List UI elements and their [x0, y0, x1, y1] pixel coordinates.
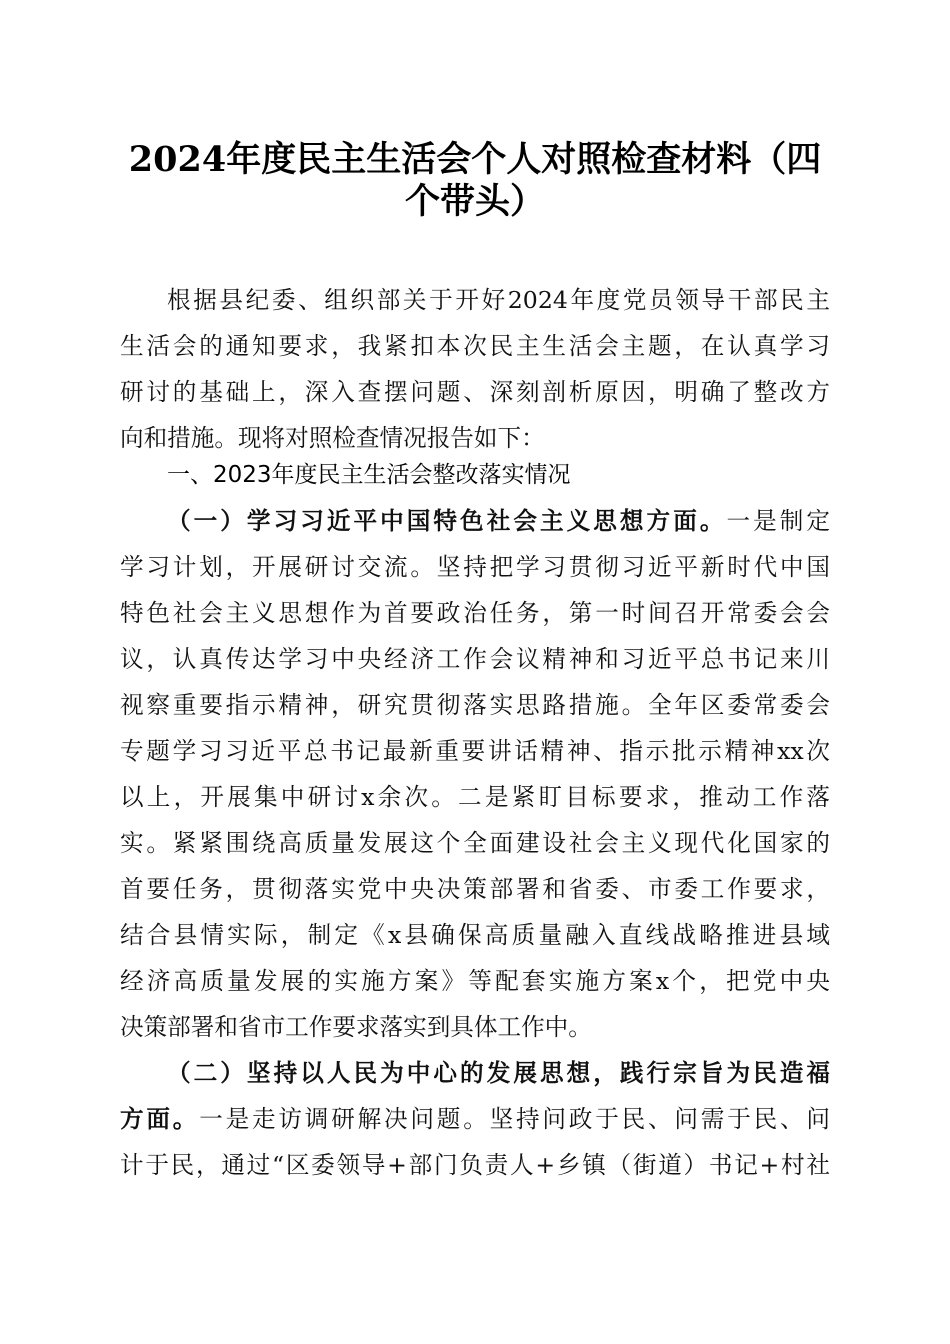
sub2-lead-line-2-bold: 方面。	[120, 1105, 200, 1133]
document-title-line-1: 2024年度民主生活会个人对照检查材料（四	[128, 139, 822, 180]
sub2-lead-line-2	[120, 1096, 830, 1142]
intro-line-4: 向和措施。现将对照检查情况报告如下：	[120, 424, 545, 452]
sub2-lead-line-1: （二）坚持以人民为中心的发展思想，践行宗旨为民造福	[167, 1059, 830, 1087]
sub1-line-8: 首要任务，贯彻落实党中央决策部署和省委、市委工作要求，	[120, 875, 830, 903]
sub2-line-1: 计于民，通过“区委领导+部门负责人+乡镇（街道）书记+村社	[120, 1151, 830, 1179]
sub1-lead: （一）学习习近平中国特色社会主义思想方面。	[167, 507, 727, 535]
document-title-line-2: 个带头）	[404, 181, 545, 222]
sub1-line-3: 议，认真传达学习中央经济工作会议精神和习近平总书记来川	[120, 645, 830, 673]
sub1-line-10: 经济高质量发展的实施方案》等配套实施方案x个，把党中央	[120, 967, 830, 995]
sub1-lead-line	[167, 498, 830, 544]
sub2-lead-line-2-rest: 一是走访调研解决问题。坚持问政于民、问需于民、问	[199, 1105, 830, 1133]
sub1-line-6: 以上，开展集中研讨x余次。二是紧盯目标要求，推动工作落	[120, 783, 830, 811]
sub1-line-9: 结合县情实际，制定《x县确保高质量融入直线战略推进县域	[120, 921, 830, 949]
sub1-line-4: 视察重要指示精神，研究贯彻落实思路措施。全年区委常委会	[120, 691, 830, 719]
intro-line-1: 根据县纪委、组织部关于开好2024年度党员领导干部民主	[167, 286, 830, 314]
intro-line-3: 研讨的基础上，深入查摆问题、深刻剖析原因，明确了整改方	[120, 378, 830, 406]
sub1-lead-rest: 一是制定	[726, 507, 830, 535]
sub1-line-11: 决策部署和省市工作要求落实到具体工作中。	[120, 1013, 592, 1041]
sub1-line-5: 专题学习习近平总书记最新重要讲话精神、指示批示精神xx次	[120, 737, 830, 765]
intro-line-2: 生活会的通知要求，我紧扣本次民主生活会主题，在认真学习	[120, 332, 830, 360]
sub1-line-1: 学习计划，开展研讨交流。坚持把学习贯彻习近平新时代中国	[120, 553, 830, 581]
sub1-line-7: 实。紧紧围绕高质量发展这个全面建设社会主义现代化国家的	[120, 829, 830, 857]
sub1-line-2: 特色社会主义思想作为首要政治任务，第一时间召开常委会会	[120, 599, 830, 627]
section-heading-1: 一、2023年度民主生活会整改落实情况	[167, 462, 571, 488]
